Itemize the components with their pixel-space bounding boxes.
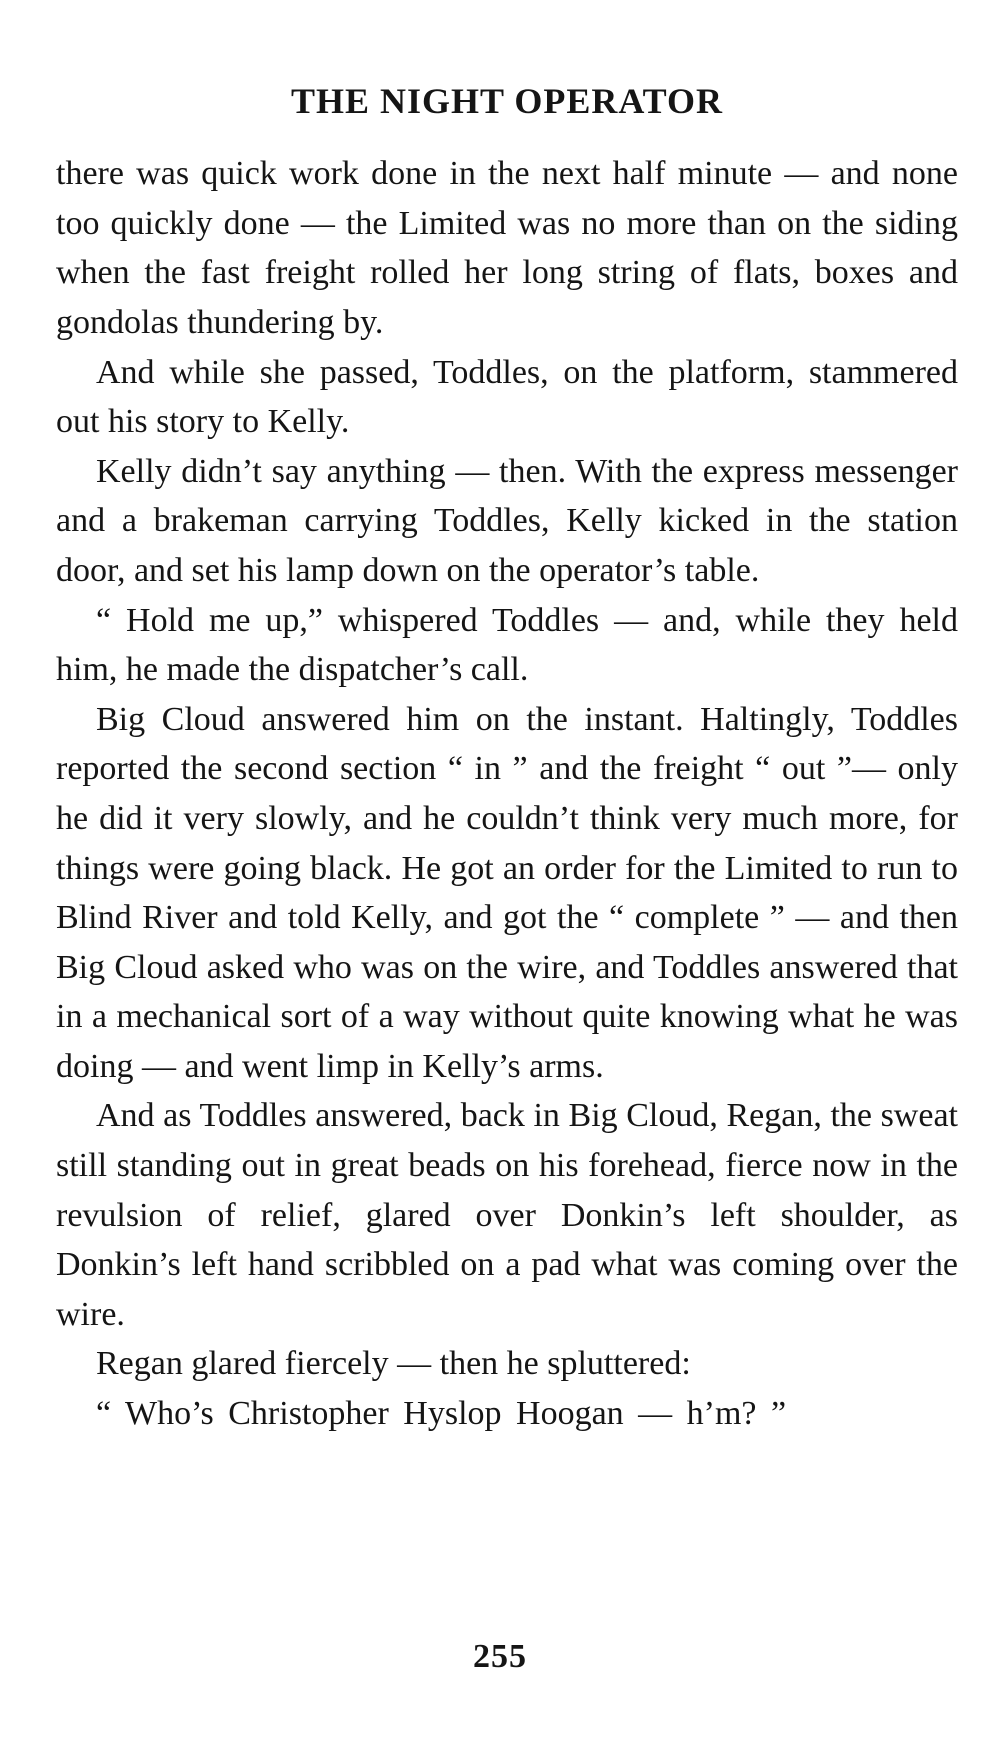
page-number: 255 bbox=[473, 1638, 527, 1675]
paragraph-4: “ Hold me up,” whispered Toddles — and, while they held him, he made the dispatcher’s call. bbox=[56, 601, 958, 689]
paragraph-6: And as Toddles answered, back in Big Cloud, Regan, the sweat still standing out in great beads on his forehead, fierce now in the revulsion of relief, glared over Donkin’s left shoulder, as Donkin’s left hand scribbled on a pad what was coming over the wire. bbox=[56, 1097, 958, 1333]
paragraph-1: there was quick work done in the next half minute — and none too quickly done — the Limited was no more than on the siding when the fast freight rolled her long string of flats, boxes and gondolas thundering by. bbox=[56, 155, 958, 341]
body-text bbox=[56, 149, 958, 1438]
paragraph-5: Big Cloud answered him on the instant. Haltingly, Toddles reported the second section “ in ” and the freight “ out ”— only he did it very slowly, and he couldn’t think very much more, for things were going black. He got an order for the Limited to run to Blind River and told Kelly, and got the “ complete ” — and then Big Cloud asked who was on the wire, and Toddles answered that in a mechanical sort of a way without quite knowing what he was doing — and went limp in Kelly’s arms. bbox=[56, 700, 958, 1085]
running-head: THE NIGHT OPERATOR bbox=[290, 81, 724, 121]
paragraph-8: “ Who’s Christopher Hyslop Hoogan — h’m? ” bbox=[96, 1395, 787, 1433]
paragraph-7: Regan glared fiercely — then he spluttered: bbox=[96, 1345, 691, 1383]
book-page bbox=[56, 80, 958, 1439]
paragraph-3: Kelly didn’t say anything — then. With the express messenger and a brakeman carrying Toddles, Kelly kicked in the station door, and set his lamp down on the operator’s table. bbox=[56, 452, 958, 589]
paragraph-2: And while she passed, Toddles, on the platform, stammered out his story to Kelly. bbox=[56, 353, 958, 441]
